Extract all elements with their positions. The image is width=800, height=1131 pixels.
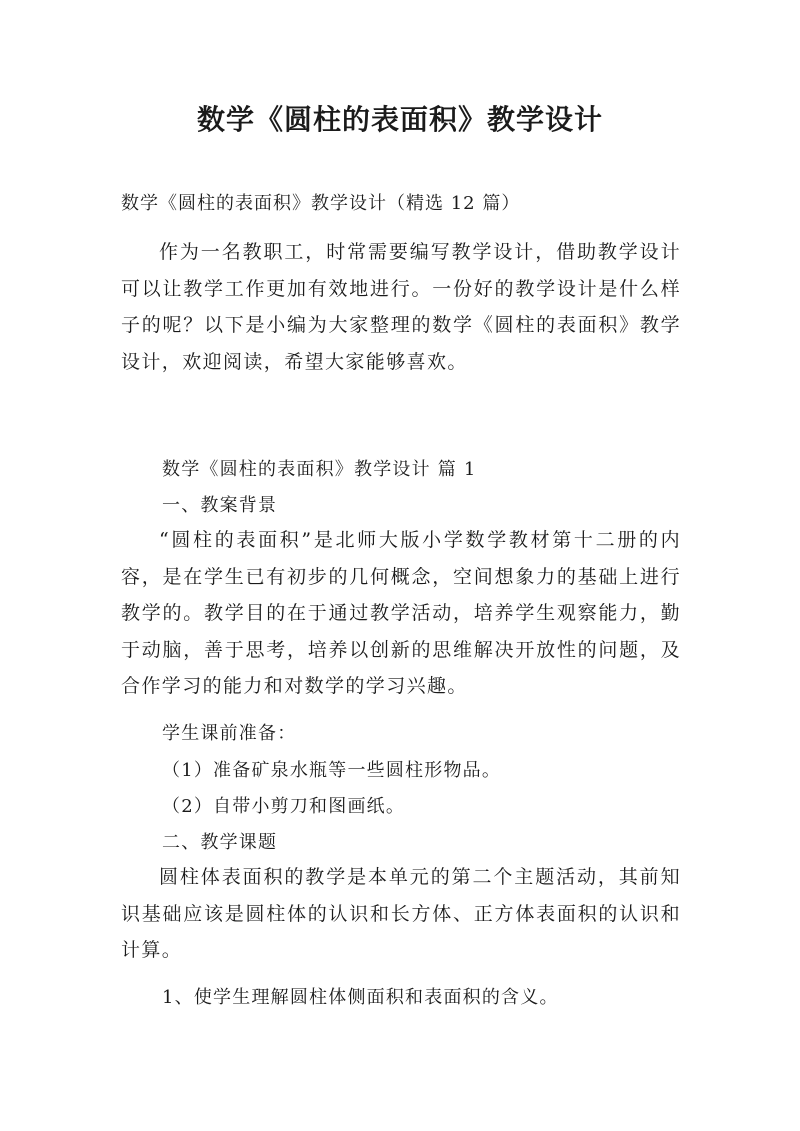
section2-paragraph: 圆柱体表面积的教学是本单元的第二个主题活动，其前知识基础应该是圆柱体的认识和长方体、正方体表面积的认识和计算。 — [121, 866, 681, 961]
prep-item-2: （2）自带小剪刀和图画纸。 — [162, 796, 406, 817]
section1-title: 一、教案背景 — [162, 495, 278, 516]
prep-label: 学生课前准备： — [162, 723, 297, 744]
document-title: 数学《圆柱的表面积》教学设计 — [196, 103, 603, 136]
section2-title: 二、教学课题 — [162, 832, 278, 853]
article-heading: 数学《圆柱的表面积》教学设计 篇 1 — [162, 459, 477, 480]
section1-paragraph: “圆柱的表面积”是北师大版小学数学教材第十二册的内容，是在学生已有初步的几何概念，空间想象力的基础上进行教学的。教学目的在于通过教学活动，培养学生观察能力，勤于动脑，善于思考，培养以创新的思维解决开放性的问题，及合作学习的能力和对数学的学习兴趣。 — [121, 529, 681, 697]
goal-1: 1、使学生理解圆柱体侧面积和表面积的含义。 — [162, 987, 559, 1008]
prep-item-1: （1）准备矿泉水瓶等一些圆柱形物品。 — [162, 760, 502, 781]
document-subtitle: 数学《圆柱的表面积》教学设计（精选 12 篇） — [121, 193, 521, 214]
intro-paragraph: 作为一名教职工，时常需要编写教学设计，借助教学设计可以让教学工作更加有效地进行。一份好的教学设计是什么样子的呢？以下是小编为大家整理的数学《圆柱的表面积》教学设计，欢迎阅读，希望大家能够喜欢。 — [121, 241, 681, 373]
